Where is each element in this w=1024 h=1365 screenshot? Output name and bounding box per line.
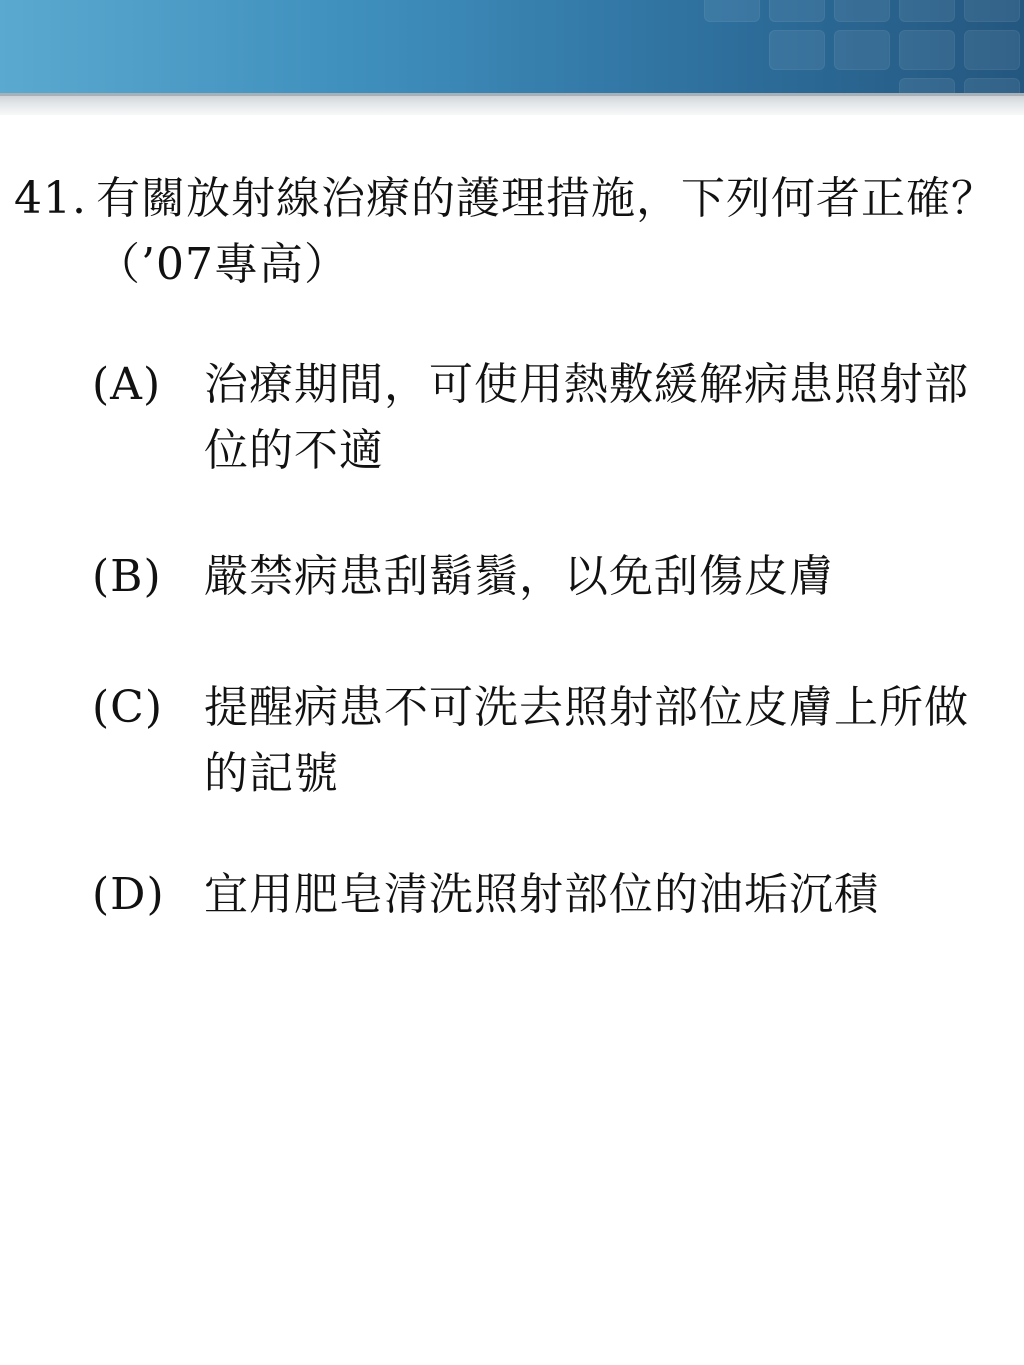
header-tile-pattern (694, 0, 1024, 93)
question-text: 有關放射線治療的護理措施，下列何者正確？（’07專高） (96, 173, 996, 290)
option-d-label: (D) (92, 869, 165, 920)
option-c-text: 提醒病患不可洗去照射部位皮膚上所做的記號 (204, 682, 969, 799)
option-d (92, 862, 1002, 928)
option-c (92, 675, 1002, 807)
question-number: 41. (14, 173, 87, 224)
option-b (92, 544, 1002, 610)
slide-header-band (0, 0, 1024, 93)
option-a-label: (A) (92, 359, 162, 410)
option-d-text: 宜用肥皂清洗照射部位的油垢沉積 (204, 869, 879, 920)
option-c-label: (C) (92, 682, 163, 733)
option-b-label: (B) (92, 551, 162, 602)
option-a-text: 治療期間，可使用熱敷緩解病患照射部位的不適 (204, 359, 969, 476)
header-divider (0, 93, 1024, 115)
option-a (92, 352, 1002, 484)
question-block (14, 166, 1004, 298)
option-b-text: 嚴禁病患刮鬍鬚，以免刮傷皮膚 (204, 551, 834, 602)
